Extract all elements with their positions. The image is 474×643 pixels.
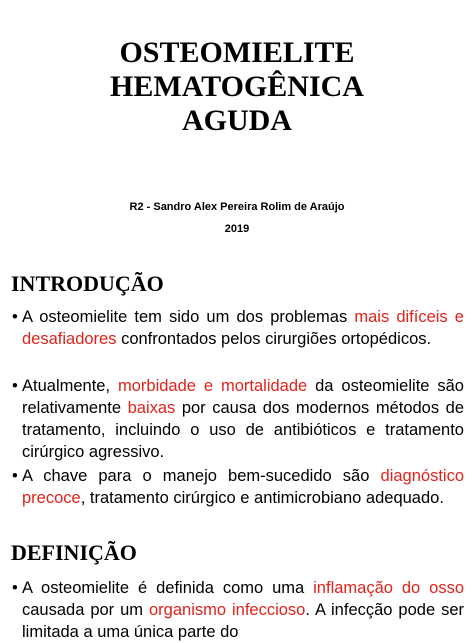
intro-bullet-1 [12, 306, 464, 350]
bullet-text-part: . A infecção pode ser limitada a uma única parte do [22, 601, 464, 641]
title-line-2: HEMATOGÊNICA [110, 70, 364, 103]
highlighted-text: organismo infeccioso [149, 601, 306, 619]
bullet-text [12, 306, 464, 350]
bullet-text-part: A osteomielite tem sido um dos problemas [22, 308, 355, 326]
bullet-text-part: da osteomielite são relativamente [22, 377, 464, 417]
title-line-1: OSTEOMIELITE [119, 36, 355, 69]
bullet-text [12, 375, 464, 463]
bullet-dot: • [12, 579, 18, 597]
bullet-text-part: causada por um [22, 601, 149, 619]
bullet-dot: • [12, 377, 18, 395]
section-heading-definition: DEFINIÇÃO [11, 540, 137, 565]
intro-bullet-2 [12, 375, 464, 463]
bullet-text-part: Atualmente, [22, 377, 118, 395]
bullet-text-part: por causa dos modernos métodos de tratamento, incluindo o uso de antibióticos e tratamento cirúrgico agressivo. [22, 399, 464, 461]
highlighted-text: mais difíceis e desafiadores [22, 308, 464, 348]
highlighted-text: morbidade e mortalidade [117, 377, 308, 395]
author-name: R2 - Sandro Alex Pereira Rolim de Araújo [129, 201, 345, 213]
bullet-dot: • [12, 308, 18, 326]
bullet-text-part: A osteomielite é definida como uma [22, 579, 314, 597]
author-year: 2019 [224, 223, 250, 235]
author-block [0, 196, 474, 240]
highlighted-text: inflamação do osso [313, 579, 464, 597]
bullet-text-part: confrontados pelos cirurgiões ortopédicos. [116, 330, 432, 348]
highlighted-text: baixas [127, 399, 176, 417]
bullet-dot: • [12, 467, 18, 485]
bullet-text [12, 465, 464, 509]
bullet-text-part: , tratamento cirúrgico e antimicrobiano adequado. [80, 489, 444, 507]
definition-bullet-1 [12, 577, 464, 643]
section-heading-introduction: INTRODUÇÃO [11, 271, 164, 296]
bullet-text [12, 577, 464, 643]
page-title [0, 36, 474, 138]
intro-bullet-3 [12, 465, 464, 509]
title-line-3: AGUDA [182, 104, 292, 137]
highlighted-text: diagnóstico precoce [22, 467, 464, 507]
bullet-text-part: A chave para o manejo bem-sucedido são [22, 467, 381, 485]
